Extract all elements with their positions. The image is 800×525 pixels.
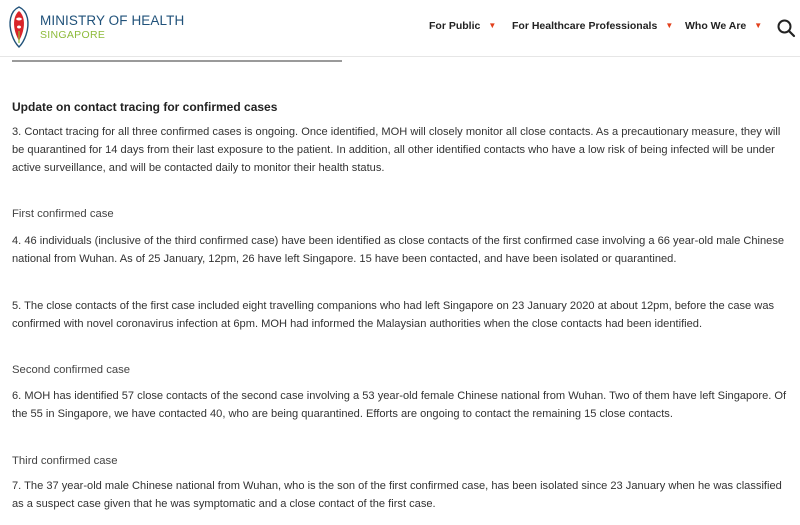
first-case-heading: First confirmed case xyxy=(12,208,114,220)
nav-who-we-are[interactable] xyxy=(685,20,762,32)
nav-for-healthcare-professionals[interactable] xyxy=(512,20,673,32)
brand-title: MINISTRY OF HEALTH xyxy=(40,13,185,28)
nav-label: For Healthcare Professionals xyxy=(512,20,658,32)
chevron-down-icon: ▼ xyxy=(488,21,497,30)
nav-for-public[interactable] xyxy=(429,20,496,32)
cut-off-text-line xyxy=(12,58,342,63)
search-icon[interactable] xyxy=(776,18,796,38)
moh-logo-icon[interactable] xyxy=(6,5,32,49)
third-case-heading: Third confirmed case xyxy=(12,455,118,467)
chevron-down-icon: ▼ xyxy=(665,21,674,30)
brand-subtitle: SINGAPORE xyxy=(40,29,106,41)
second-case-heading: Second confirmed case xyxy=(12,364,131,376)
paragraph-4: 4. 46 individuals (inclusive of the third confirmed case) have been identified as close contacts of the first confirmed case involving a 66 year-old male Chinese national from Wuhan. As of 25 January, 12pm, 26 have left Singapore. 15 have been contacted, and have been isolated or quarantined. xyxy=(12,235,785,265)
paragraph-3: 3. Contact tracing for all three confirmed cases is ongoing. Once identified, MOH will closely monitor all close contacts. As a precautionary measure, they will be quarantined for 14 days from their last exposure to the patient. In addition, all other identified contacts who have a low risk of being infected will be under active surveillance, and will be contacted daily to monitor their health status. xyxy=(12,126,781,174)
nav-label: Who We Are xyxy=(685,20,747,32)
brand[interactable] xyxy=(40,13,184,42)
site-header xyxy=(0,0,800,57)
paragraph-5: 5. The close contacts of the first case included eight travelling companions who had left Singapore on 23 January 2020 at about 12pm, before the case was confirmed with novel coronavirus infection at 6pm. MOH had informed the Malaysian authorities when the close contacts had been identified. xyxy=(12,300,775,330)
chevron-down-icon: ▼ xyxy=(754,21,763,30)
paragraph-7: 7. The 37 year-old male Chinese national from Wuhan, who is the son of the first confirmed case, has been isolated since 23 January when he was classified as a suspect case given that he was symptomatic and a close contact of the first case. xyxy=(12,480,782,510)
section-heading: Update on contact tracing for confirmed cases xyxy=(12,100,278,114)
nav-label: For Public xyxy=(429,20,481,32)
paragraph-6: 6. MOH has identified 57 close contacts of the second case involving a 53 year-old female Chinese national from Wuhan. Two of them have left Singapore. Of the 55 in Singapore, we have contacted 40, who are being quarantined. Efforts are ongoing to contact the remaining 15 close contacts. xyxy=(12,390,787,420)
